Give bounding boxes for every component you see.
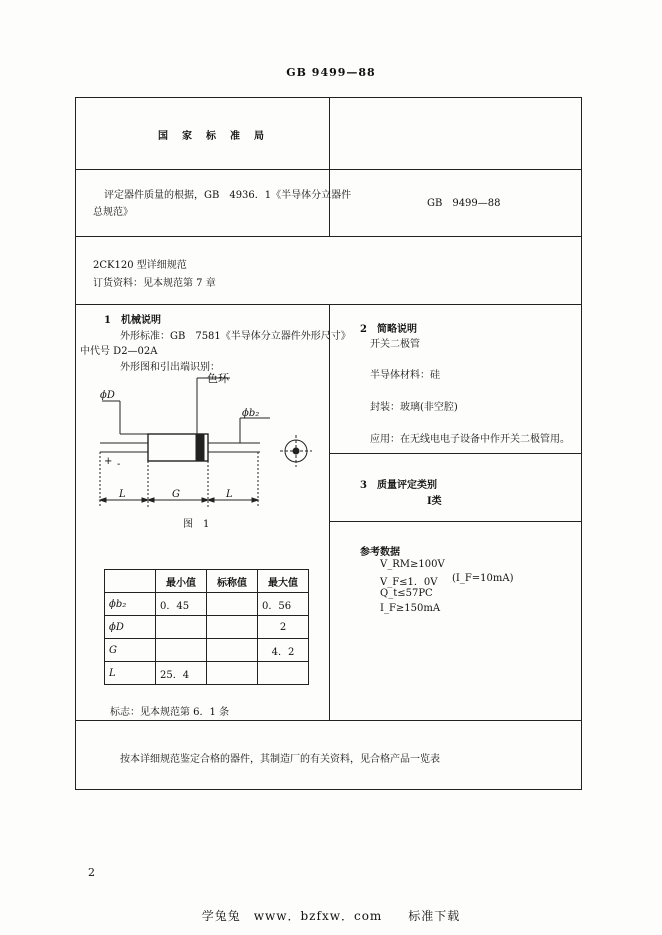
watermark-footer: 学兔兔 www．bzfxw．com 标准下载 [201,909,461,923]
table-cell [258,662,309,685]
quality-heading: 3 质量评定类别 [360,480,437,491]
ref-vf: V_F≤1．0V [380,577,438,588]
issuing-authority: 国 家 标 准 局 [158,131,266,142]
label-phi-b2: ϕb₂ [242,408,260,419]
table-row [105,616,309,639]
table-cell [207,616,258,639]
label-color-ring: 色环 [207,372,229,385]
label-l-left: L [119,489,126,500]
assessment-basis-line1: 评定器件质量的根据，GB 4936．1《半导体分立器件 [104,190,352,201]
table-cell [156,639,207,662]
table-cell: L [105,662,156,685]
mech-heading: 1 机械说明 [104,315,161,326]
ref-vrm: V_RM≥100V [380,559,445,570]
table-cell [207,639,258,662]
ref-vf-condition: (I_F=10mA) [452,573,514,584]
table-cell: 4．2 [258,639,309,662]
table-row [105,662,309,685]
ordering-info: 订货资料：见本规范第 7 章 [93,278,216,289]
table-cell: ϕb₂ [105,593,156,616]
marking-note: 标志：见本规范第 6．1 条 [110,707,230,718]
mech-outline-id: 外形图和引出端识别： [120,362,220,373]
document-header: GB 9499—88 [286,66,376,79]
brief-package: 封装：玻璃(非空腔) [370,402,458,413]
quality-value: Ⅰ类 [427,496,442,507]
table-row [105,639,309,662]
table-cell [207,662,258,685]
table-cell: 0．56 [258,593,309,616]
brief-material: 半导体材料：硅 [370,370,440,381]
table-cell: 25．4 [156,662,207,685]
table-header-cell [105,570,156,593]
assessment-basis-line2: 总规范》 [93,207,133,218]
diode-outline-drawing [80,368,330,523]
ref-if: I_F≥150mA [380,603,441,614]
standard-number: GB 9499—88 [427,198,501,209]
mech-code: 中代号 D2—02A [80,346,158,357]
label-minus: - [117,459,121,470]
table-cell: 0．45 [156,593,207,616]
mech-outline-std: 外形标准：GB 7581《半导体分立器件外形尺寸》 [120,331,351,342]
page-number: 2 [88,866,95,879]
table-header-row [105,570,309,593]
table-cell: G [105,639,156,662]
label-phi-d: ϕD [100,390,115,401]
brief-heading: 2 简略说明 [360,324,417,335]
dimension-table [104,569,309,685]
ref-qt: Q_t≤57PC [380,588,433,599]
table-row [105,593,309,616]
ref-heading: 参考数据 [360,547,400,558]
spec-title: 2CK120 型详细规范 [93,260,187,271]
table-header-cell: 标称值 [207,570,258,593]
label-g: G [172,489,180,500]
brief-application: 应用：在无线电电子设备中作开关二极管用。 [370,434,570,445]
label-l-right: L [226,489,233,500]
qualified-products-note: 按本详细规范鉴定合格的器件，其制造厂的有关资料，见合格产品一览表 [120,754,440,765]
label-plus: + [104,456,113,467]
figure-caption: 图 1 [183,519,210,530]
table-cell [156,616,207,639]
table-cell: 2 [258,616,309,639]
table-header-cell: 最小值 [156,570,207,593]
brief-type: 开关二极管 [370,339,420,350]
table-header-cell: 最大值 [258,570,309,593]
table-cell [207,593,258,616]
table-cell: ϕD [105,616,156,639]
